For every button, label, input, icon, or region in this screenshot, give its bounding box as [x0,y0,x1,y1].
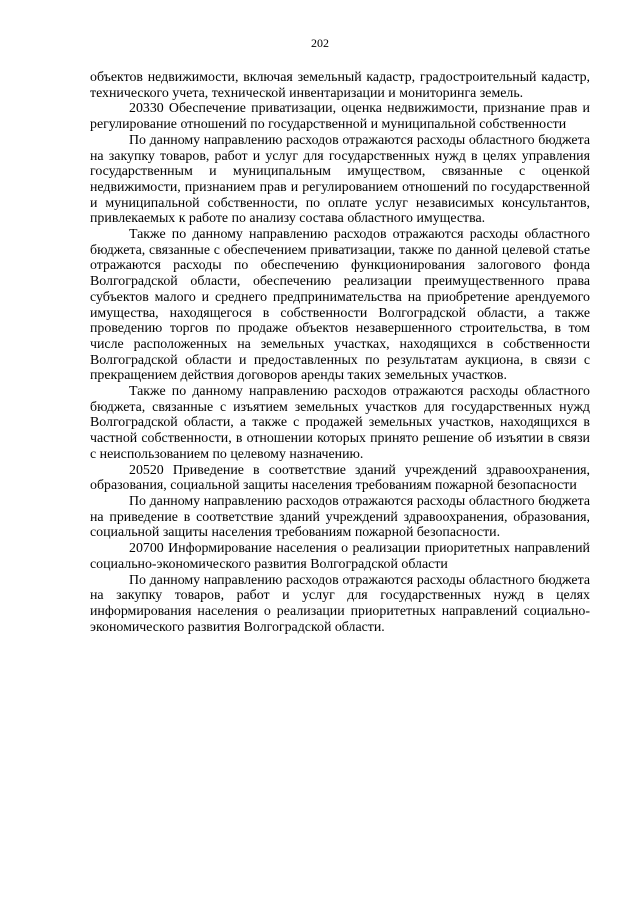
paragraph-continuation: объектов недвижимости, включая земельный кадастр, градостроительный кадастр, технического учета, технической инвентаризации и мониторинга земель. [90,70,590,101]
section-heading-20520: 20520 Приведение в соответствие зданий учреждений здравоохранения, образования, социальной защиты населения требованиям пожарной безопасности [90,462,590,494]
paragraph: По данному направлению расходов отражаются расходы областного бюджета на закупку товаров, работ и услуг для государственных нужд в целях информирования населения о реализации приоритетных направлений социально-экономического развития Волгоградской области. [90,572,590,635]
section-heading-20330: 20330 Обеспечение приватизации, оценка недвижимости, признание прав и регулирование отношений по государственной и муниципальной собственности [90,101,590,133]
page-number: 202 [311,36,329,50]
paragraph: По данному направлению расходов отражаются расходы областного бюджета на приведение в соответствие зданий учреждений здравоохранения, образования, социальной защиты населения требованиям пожарной безопасности. [90,493,590,541]
paragraph: Также по данному направлению расходов отражаются расходы областного бюджета, связанные с обеспечением приватизации, также по данной целевой статье отражаются расходы по обеспечению функционирования залогового фонда Волгоградской области, обеспечению реализации преимущественного права субъектов малого и среднего предпринимательства на приобретение арендуемого имущества, находящегося в собственности Волгоградской области, а также проведению торгов по продаже объектов незавершенного строительства, в том числе расположенных на земельных участках, находящихся в собственности Волгоградской области и предоставленных по результатам аукциона, в связи с прекращением действия договоров аренды таких земельных участков. [90,227,590,384]
section-heading-20700: 20700 Информирование населения о реализации приоритетных направлений социально-экономического развития Волгоградской области [90,541,590,572]
paragraph: По данному направлению расходов отражаются расходы областного бюджета на закупку товаров, работ и услуг для государственных нужд в целях управления государственным и муниципальным имуществом, связанные с оценкой недвижимости, признанием прав и регулированием отношений по государственной и муниципальной собственности, по оплате услуг независимых консультантов, привлекаемых к работе по анализу состава областного имущества. [90,132,590,227]
paragraph: Также по данному направлению расходов отражаются расходы областного бюджета, связанные с изъятием земельных участков для государственных нужд Волгоградской области, а также с продажей земельных участков, находящихся в частной собственности, в отношении которых принято решение об изъятии в связи с неиспользованием по целевому назначению. [90,384,590,462]
document-body [90,70,590,635]
